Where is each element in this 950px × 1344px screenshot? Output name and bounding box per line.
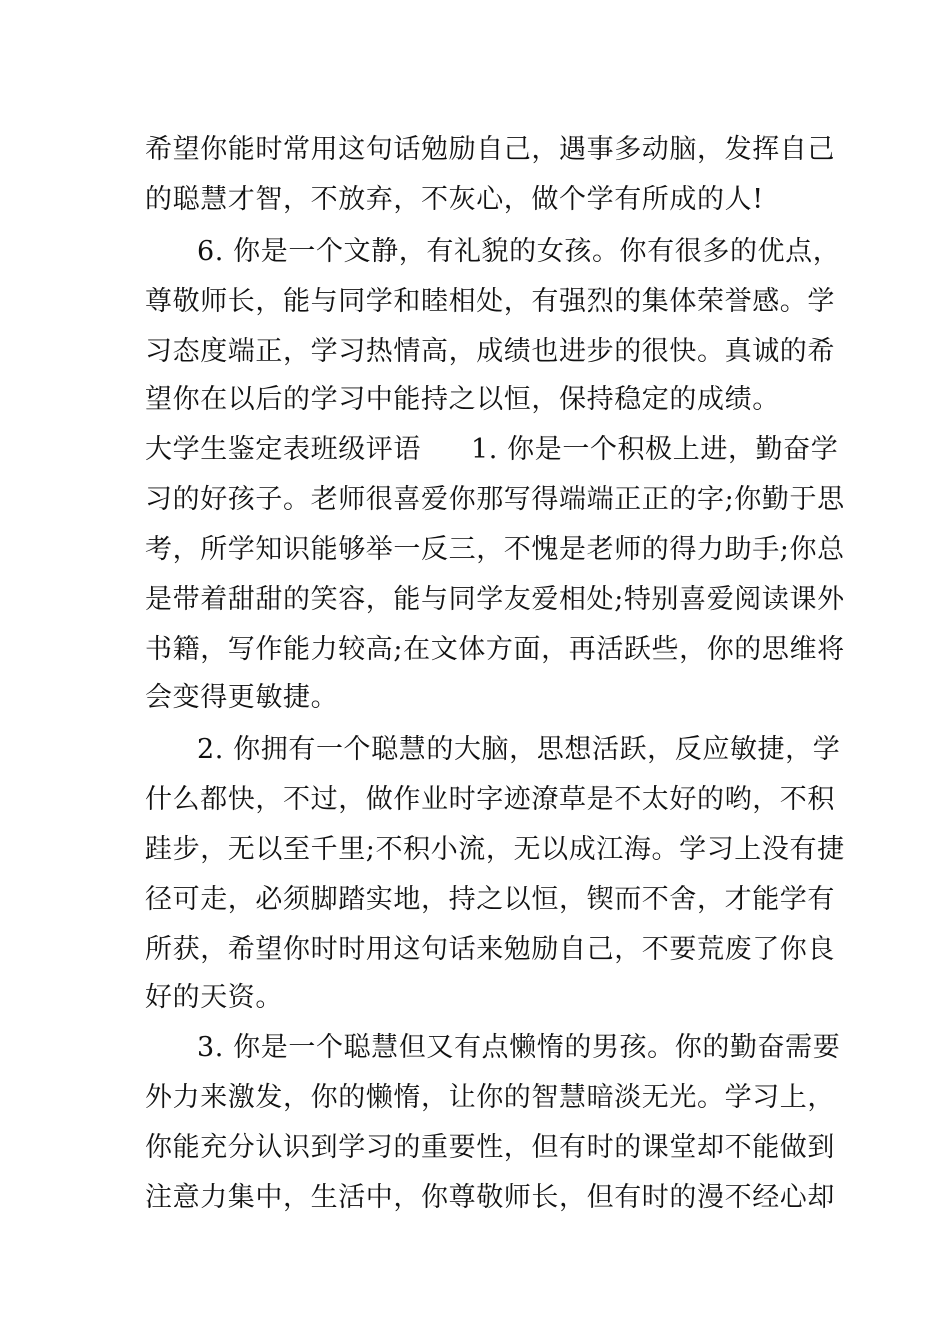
body-text-line: 是带着甜甜的笑容，能与同学友爱相处;特别喜爱阅读课外 xyxy=(145,584,845,615)
body-text-line: 会变得更敏捷。 xyxy=(145,682,339,713)
body-text-line: 的聪慧才智，不放弃，不灰心，做个学有所成的人! xyxy=(145,184,764,215)
paragraph-1-first-line: 1. 你是一个积极上进，勤奋学 xyxy=(471,434,839,465)
paragraph-2-first-line: 2. 你拥有一个聪慧的大脑，思想活跃，反应敏捷，学 xyxy=(197,734,841,765)
body-text-line: 习的好孩子。老师很喜爱你那写得端端正正的字;你勤于思 xyxy=(145,484,845,515)
body-text-line: 跬步，无以至千里;不积小流，无以成江海。学习上没有捷 xyxy=(145,834,845,865)
body-text-line: 希望你能时常用这句话勉励自己，遇事多动脑，发挥自己 xyxy=(145,134,835,165)
paragraph-6-first-line: 6. 你是一个文静，有礼貌的女孩。你有很多的优点， xyxy=(197,236,841,267)
body-text-line: 尊敬师长，能与同学和睦相处，有强烈的集体荣誉感。学 xyxy=(145,286,835,317)
body-text-line: 考，所学知识能够举一反三，不愧是老师的得力助手;你总 xyxy=(145,534,845,565)
body-text-line: 所获，希望你时时用这句话来勉励自己，不要荒废了你良 xyxy=(145,934,835,965)
body-text-line: 你能充分认识到学习的重要性，但有时的课堂却不能做到 xyxy=(145,1132,835,1163)
body-text-line: 书籍，写作能力较高;在文体方面，再活跃些，你的思维将 xyxy=(145,634,845,665)
body-text-line: 注意力集中，生活中，你尊敬师长，但有时的漫不经心却 xyxy=(145,1182,835,1213)
body-text-line: 习态度端正，学习热情高，成绩也进步的很快。真诚的希 xyxy=(145,336,835,367)
paragraph-3-first-line: 3. 你是一个聪慧但又有点懒惰的男孩。你的勤奋需要 xyxy=(197,1032,841,1063)
body-text-line: 好的天资。 xyxy=(145,982,283,1013)
section-heading-line xyxy=(145,432,839,468)
body-text-line: 径可走，必须脚踏实地，持之以恒，锲而不舍，才能学有 xyxy=(145,884,835,915)
body-text-line: 望你在以后的学习中能持之以恒，保持稳定的成绩。 xyxy=(145,384,780,415)
section-heading: 大学生鉴定表班级评语 xyxy=(145,434,421,465)
body-text-line: 外力来激发，你的懒惰，让你的智慧暗淡无光。学习上， xyxy=(145,1082,835,1113)
body-text-line: 什么都快，不过，做作业时字迹潦草是不太好的哟，不积 xyxy=(145,784,835,815)
